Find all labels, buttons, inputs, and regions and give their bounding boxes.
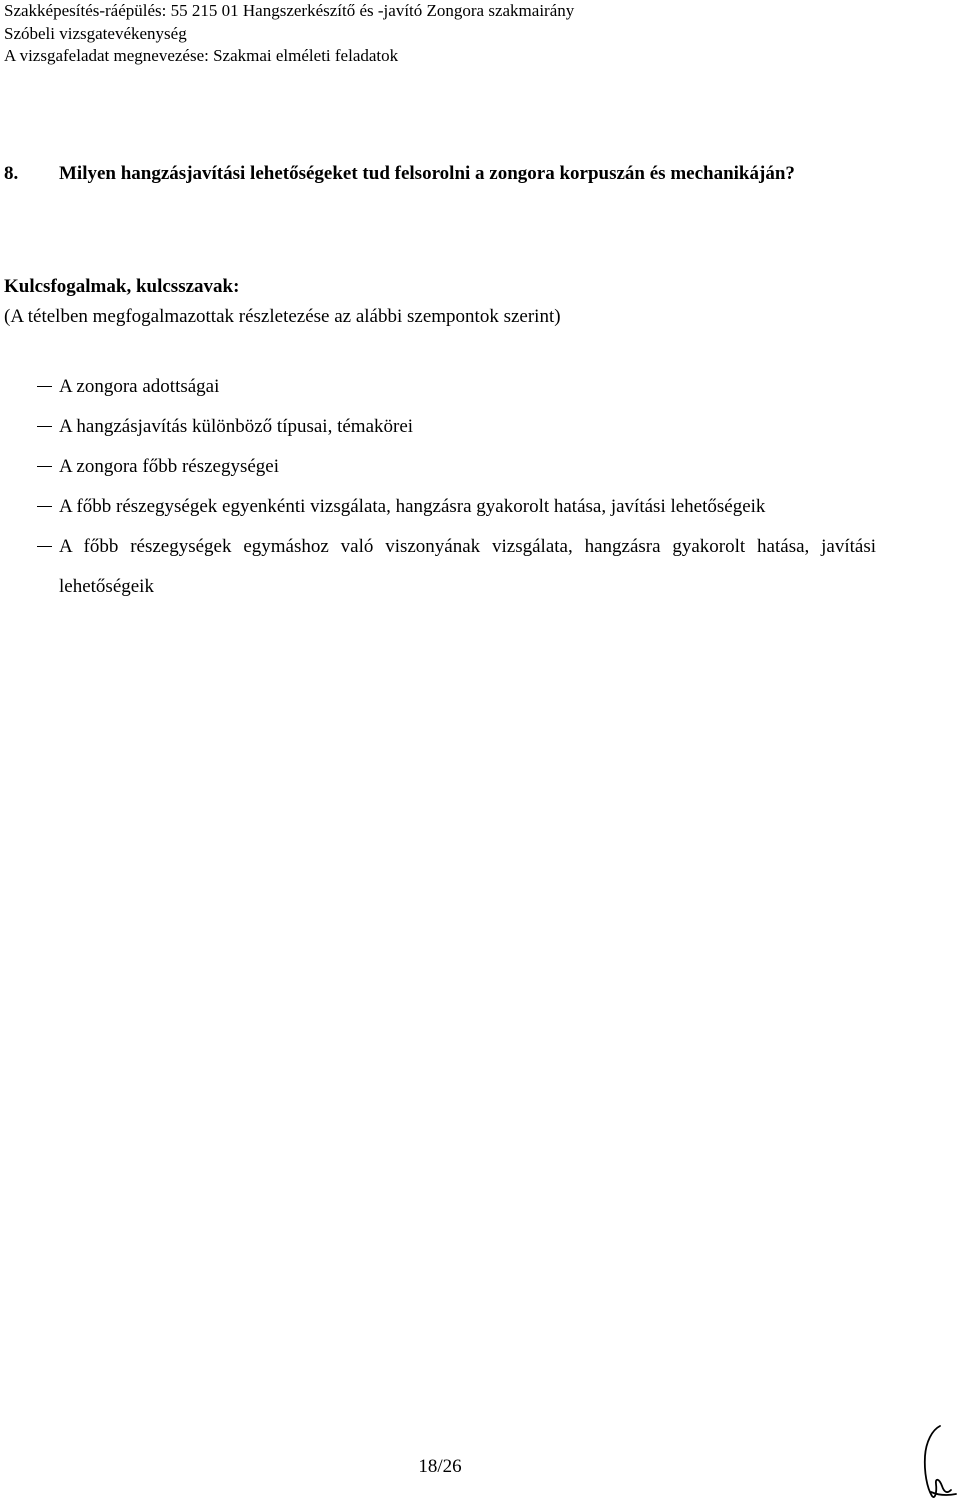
dash-bullet-icon <box>37 506 52 507</box>
question-number: 8. <box>4 163 19 184</box>
question-text: Milyen hangzásjavítási lehetőségeket tud felsorolni a zongora korpuszán és mechanikáján? <box>59 163 795 184</box>
dash-bullet-icon <box>37 386 52 387</box>
list-item-text: A hangzásjavítás különböző típusai, témakörei <box>59 416 414 437</box>
list-item-text: A főbb részegységek egyenkénti vizsgálata, hangzásra gyakorolt hatása, javítási lehetőségeik <box>59 496 766 517</box>
header-task-name: A vizsgafeladat megnevezése: Szakmai elméleti feladatok <box>4 46 399 65</box>
list-item-text: A főbb részegységek egymáshoz való viszonyának vizsgálata, hangzásra gyakorolt hatása, javítási lehetőségeik <box>59 536 876 597</box>
header-qualification: Szakképesítés-ráépülés: 55 215 01 Hangszerkészítő és -javító Zongora szakmairány <box>4 1 575 20</box>
list-item-text: A zongora főbb részegységei <box>59 456 280 477</box>
keywords-title: Kulcsfogalmak, kulcsszavak: <box>4 276 240 297</box>
list-item <box>4 527 876 607</box>
list-item <box>4 367 876 407</box>
question <box>4 155 876 192</box>
keywords-subtitle: (A tételben megfogalmazottak részletezése az alábbi szempontok szerint) <box>4 306 561 327</box>
keywords-list <box>4 367 876 607</box>
list-item <box>4 407 876 447</box>
header-exam-activity: Szóbeli vizsgatevékenység <box>4 23 187 43</box>
list-item <box>4 487 876 527</box>
dash-bullet-icon <box>37 426 52 427</box>
dash-bullet-icon <box>37 546 52 547</box>
dash-bullet-icon <box>37 466 52 467</box>
handwritten-signature <box>918 1422 958 1500</box>
document-header <box>4 0 944 68</box>
list-item-text: A zongora adottságai <box>59 376 220 397</box>
page-number: 18/26 <box>418 1456 462 1477</box>
list-item <box>4 447 876 487</box>
